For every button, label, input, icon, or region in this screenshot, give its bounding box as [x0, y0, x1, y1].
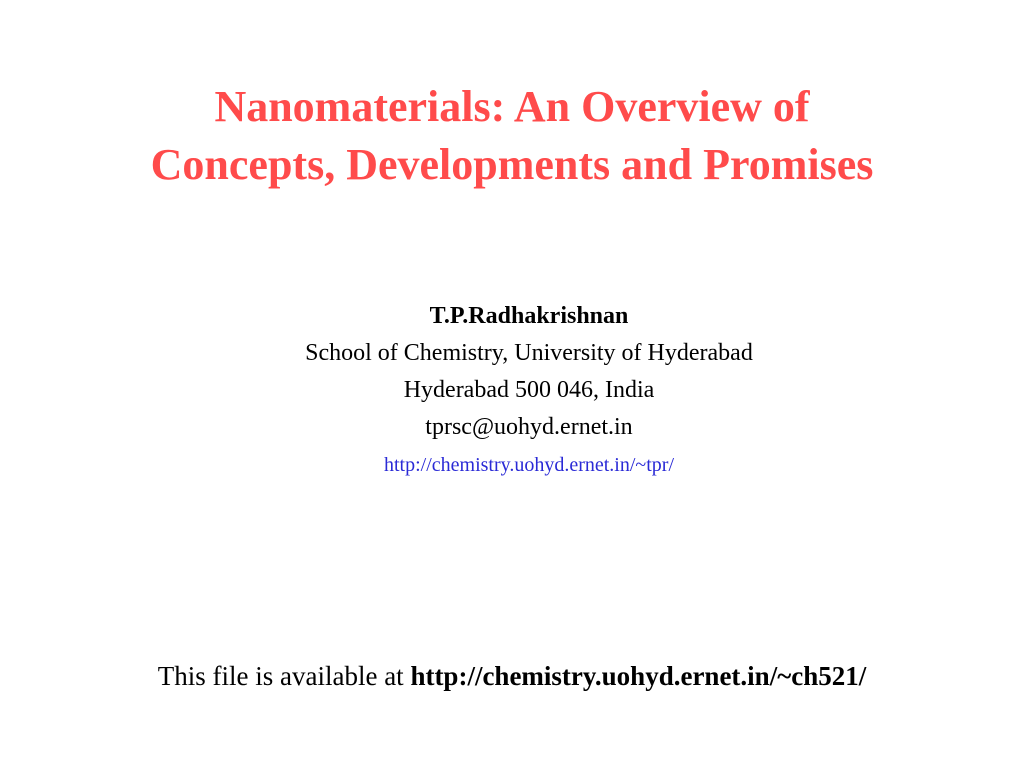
title-line-2: Concepts, Developments and Promises [150, 140, 874, 189]
course-url: http://chemistry.uohyd.ernet.in/~ch521/ [410, 661, 867, 691]
author-affiliation: School of Chemistry, University of Hyderabad [305, 340, 753, 366]
author-block [0, 298, 1024, 483]
file-availability-note [0, 656, 1024, 696]
author-website-link[interactable]: http://chemistry.uohyd.ernet.in/~tpr/ [383, 454, 675, 476]
availability-prefix: This file is available at [157, 661, 411, 691]
title-line-1: Nanomaterials: An Overview of [214, 82, 810, 131]
author-address: Hyderabad 500 046, India [403, 377, 655, 403]
author-email: tprsc@uohyd.ernet.in [425, 414, 633, 440]
author-name: T.P.Radhakrishnan [429, 303, 629, 329]
slide-title [0, 78, 1024, 194]
